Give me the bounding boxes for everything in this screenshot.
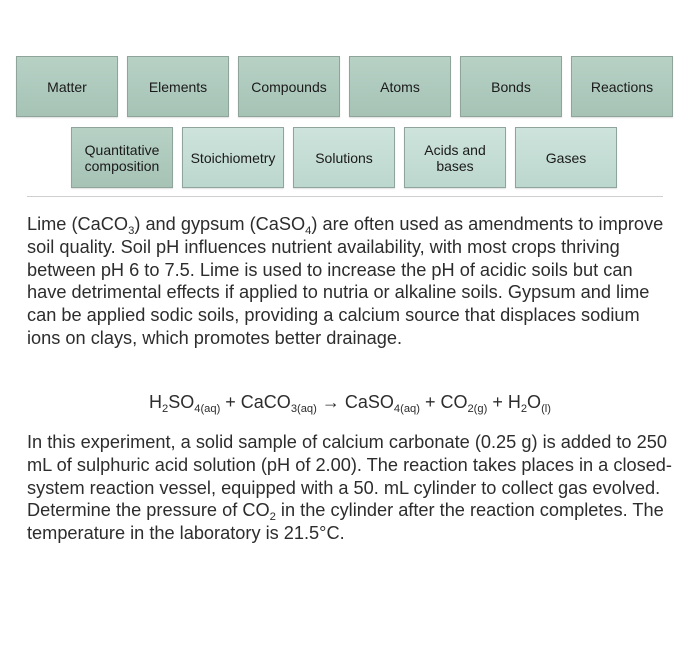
- tile-label: Elements: [148, 78, 208, 95]
- tile-label: [424, 142, 485, 174]
- tile-matter[interactable]: [16, 56, 118, 117]
- tile-label: Bonds: [491, 78, 531, 95]
- tile-label: Reactions: [590, 78, 654, 95]
- tile-reactions[interactable]: [571, 56, 673, 117]
- tile-label: Atoms: [380, 78, 420, 95]
- tile-acids-and-bases[interactable]: [404, 127, 506, 188]
- tile-solutions[interactable]: [293, 127, 395, 188]
- tile-label: [85, 142, 160, 174]
- tile-atoms[interactable]: [349, 56, 451, 117]
- tile-label: Solutions: [315, 149, 373, 166]
- tile-label: Compounds: [251, 78, 327, 95]
- experiment-paragraph: In this experiment, a solid sample of calcium carbonate (0.25 g) is added to 250 mL of sulphuric acid solution (pH of 2.00). The reaction takes places in a closed-system reaction vessel, equipped with a 50. mL cylinder to collect gas evolved. Determine the pressure of $CO_2$ in the cylinder after the reaction completes. The temperature in the laboratory is 21.5°C.: [27, 432, 672, 544]
- tile-label: Stoichiometry: [190, 149, 276, 166]
- tile-stoichiometry[interactable]: [182, 127, 284, 188]
- tile-elements[interactable]: [127, 56, 229, 117]
- tile-quantitative-composition[interactable]: [71, 127, 173, 188]
- tile-label: Matter: [47, 78, 87, 95]
- tile-compounds[interactable]: [238, 56, 340, 117]
- tile-label-line2: bases: [436, 157, 474, 174]
- divider: [27, 196, 663, 197]
- tile-bonds[interactable]: [460, 56, 562, 117]
- tile-label-line2: composition: [84, 157, 160, 174]
- tile-label: Gases: [545, 149, 587, 166]
- intro-paragraph: Lime (CaCO$_3$) and gypsum (CaSO$_4$) are often used as amendments to improve soil quality. Soil pH influences nutrient availability, with most crops thriving between pH 6 to 7.5. Lime is used to increase the pH of acidic soils but can have detrimental effects if applied to nutria or alkaline soils. Gypsum and lime can be applied sodic soils, providing a calcium source that displaces sodium ions on clays, which promotes better drainage.: [27, 214, 664, 348]
- tile-gases[interactable]: [515, 127, 617, 188]
- tile-label-line1: Quantitative: [84, 141, 160, 158]
- tile-label-line1: Acids and: [424, 141, 486, 158]
- chemical-equation: $H_2SO_{4(aq)}$ + CaCO$_{3(aq)}$ → CaSO$_{4(aq)}$ + $CO_{2(g)} + H_2O_{(l)}$: [149, 392, 551, 415]
